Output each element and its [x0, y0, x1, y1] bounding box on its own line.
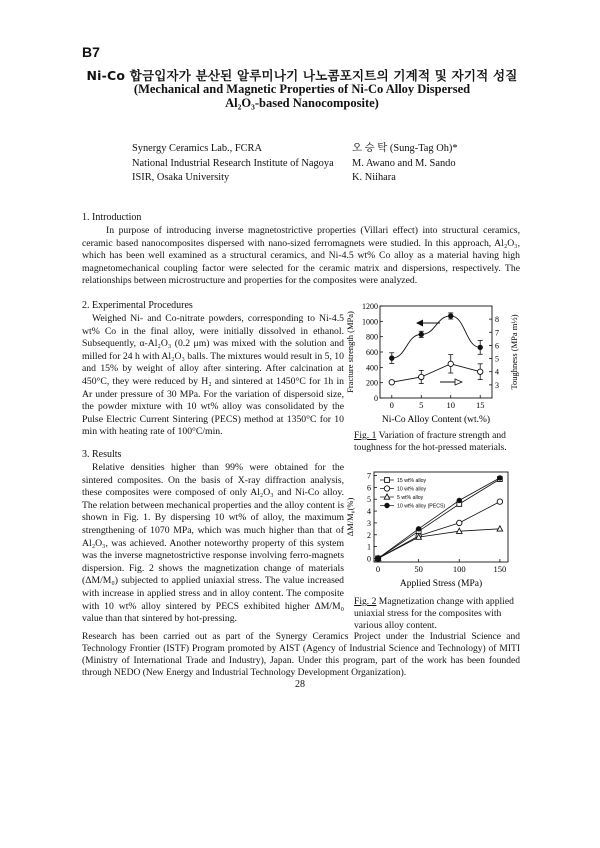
figure-1-y-tick-label: 600 — [366, 348, 378, 357]
figure-1-y2-tick-label: 3 — [495, 380, 499, 390]
figure-1-data-point — [389, 380, 394, 385]
figure-2-caption-text: Magnetization change with applied uniaxial stress for the composites with various alloy content. — [354, 596, 514, 631]
results-heading: 3. Results — [82, 449, 122, 460]
title-english-line2: Al₂O₃-based Nanocomposite) — [225, 96, 379, 110]
figure-1-y-tick-label: 200 — [366, 378, 378, 388]
figure-1-y2-tick-label: 4 — [495, 367, 499, 377]
figure-2-plot-frame — [374, 472, 508, 562]
figure-2-x-tick-label: 100 — [452, 564, 466, 574]
figure-1-axes — [362, 302, 499, 410]
intro-heading: 1. Introduction — [82, 212, 142, 223]
figure-2-legend-label: 15 wt% alloy — [397, 478, 427, 484]
results-paragraph: Relative densities higher than 99% were obtained for the sintered composites. On the basis of X-ray diffraction analysis, these composites were composed of only Al₂O₃ and Ni-Co alloy. The relation between mechanical properties and the alloy content is shown in Fig. 1. By dispersing 10 wt% of alloy, the maximum strengthening of 1070 MPa, which was much higher than that of Al₂O₃, was achieved. Another noteworthy property of this system was the inverse magnetostrictive response involving ferro-magnets dispersion. Fig. 2 shows the magnetization change of materials (ΔM/M₀) subjected to applied uniaxial stress. The value increased with increase in applied stress and in alloy content. The composite with 10 wt% alloy sintered by PECS exhibited higher ΔM/M₀ value than that sintered by hot-pressing. — [82, 462, 344, 625]
acknowledgement: Research has been carried out as part of the Synergy Ceramics Project under the Industrial Science and Technology Frontier (ISTF) Program promoted by AIST (Agency of Industrial Science and Technology) of MITI (Ministry of International Trade and Industry), Japan. Under this program, part of the work has been founded through NEDO (New Energy and Industrial Technology Development Organization). — [82, 632, 520, 678]
figure-1-x-tick-label: 5 — [419, 400, 424, 410]
figure-2-x-tick-label: 50 — [414, 564, 423, 574]
figure-1-y-tick-label: 1000 — [362, 317, 378, 327]
figure-2-y-tick-label: 1 — [367, 542, 371, 552]
figure-2-x-tick-label: 0 — [375, 564, 381, 574]
figure-1-data-point — [389, 355, 394, 360]
figure-1-series-line — [392, 316, 480, 358]
affiliation: ISIR, Osaka University — [132, 172, 230, 183]
figure-1-plot-frame — [380, 306, 492, 398]
figure-1-y2-tick-label: 6 — [495, 341, 499, 351]
figure-1-y2-tick-label: 8 — [495, 315, 499, 325]
figure-1-chart — [344, 300, 524, 426]
author-name: M. Awano and M. Sando — [352, 157, 456, 169]
figure-2-data-point — [416, 526, 421, 531]
affiliation: National Industrial Research Institute of Nagoya — [132, 157, 334, 169]
experimental-heading: 2. Experimental Procedures — [82, 300, 193, 311]
figure-2-data-point — [375, 556, 380, 561]
figure-1-y-tick-label: 1200 — [362, 302, 378, 311]
figure-1-data-point — [478, 345, 483, 350]
figure-2-y-tick-label: 4 — [367, 507, 371, 517]
figure-2-legend-marker — [384, 486, 389, 491]
figure-1-series-line — [392, 364, 480, 382]
figure-2-legend-label: 5 wt% alloy — [397, 495, 424, 501]
figure-1-right-arrow-head — [455, 379, 462, 385]
figure-1-y2-tick-label: 7 — [495, 328, 499, 338]
affiliations — [132, 142, 334, 186]
figure-2-caption — [354, 596, 522, 632]
figure-2-legend-marker — [384, 503, 389, 508]
figure-2-legend-marker — [385, 478, 390, 483]
figure-1-marks — [389, 313, 483, 385]
figure-1-x-tick-label: 10 — [446, 400, 455, 410]
figure-2-x-tick-label: 150 — [493, 564, 507, 574]
title-english — [82, 82, 522, 110]
figure-1-y2-axis-label: Toughness (MPa m½) — [509, 314, 519, 390]
figure-2-label: Fig. 2 — [354, 596, 377, 607]
figure-2-y-tick-label: 0 — [367, 554, 371, 564]
figure-2-y-axis-label: ΔM/M₀(%) — [345, 497, 355, 537]
figure-2-y-tick-label: 2 — [367, 530, 371, 540]
figure-1-y-tick-label: 0 — [374, 394, 378, 403]
experimental-paragraph: Weighed Ni- and Co-nitrate powders, corresponding to Ni-4.5 wt% Co in the final alloy, were initially dissolved in ethanol. Subsequently, α-Al₂O₃ (0.2 μm) was mixed with the solution and milled for 24 h with Al₂O₃ balls. The mixtures would result in 5, 10 and 15% by weight of alloy after sintering. After calcination at 450°C, they were reduced by H₂ and sintered at 1450°C for 1h in Ar under pressure of 30 MPa. For the variation of dispersoid size, the powder mixture with 10 wt% alloy was consolidated by the Pulse Electric Current Sintering (PECS) method at 1350°C for 10 min with heating rate of 100°C/min. — [82, 313, 344, 438]
abstract-code: B7 — [82, 44, 100, 60]
affiliation: Synergy Ceramics Lab., FCRA — [132, 143, 262, 154]
figure-1-data-point — [419, 374, 424, 379]
figure-1-x-axis-label: Ni-Co Alloy Content (wt.%) — [381, 415, 491, 425]
figure-2-legend-label: 10 wt% alloy — [397, 486, 427, 493]
figure-1-label: Fig. 1 — [354, 430, 377, 441]
intro-paragraph: In purpose of introducing inverse magnetostrictive properties (Villari effect) into structural ceramics, ceramic based nanocomposites dispersed with nano-sized ferromagnets were studied. In this approach, Al₂O₃, which has been well examined as a structural ceramics, and Ni-4.5 wt% Co alloy as a material having high magnetomechanical coupling factor were selected for the ceramic matrix and dispersions, respectively. The relationships between microstructure and properties for the composites were analyzed. — [82, 225, 520, 287]
figure-1-y-axis-label: Fracture strength (MPa) — [345, 311, 355, 393]
figure-1-y-tick-label: 800 — [366, 332, 378, 342]
figure-1-y-tick-label: 400 — [366, 363, 378, 373]
figure-2-legend-marker — [384, 494, 390, 499]
figure-1-y2-tick-label: 5 — [495, 354, 499, 364]
figure-2-legend — [380, 478, 445, 510]
figure-2-series-line — [378, 529, 500, 559]
figure-1-data-point — [448, 313, 453, 318]
figure-2-y-tick-label: 5 — [367, 495, 371, 505]
title-english-line1: (Mechanical and Magnetic Properties of Ni-Co Alloy Dispersed — [133, 82, 471, 96]
author-names — [352, 142, 458, 186]
author-name: K. Niihara — [352, 172, 396, 183]
figure-1-left-arrow-head — [416, 320, 423, 327]
figure-2-marks — [375, 475, 502, 561]
figure-1-data-point — [448, 361, 453, 366]
author-name: 오 승 탁 (Sung-Tag Oh)* — [352, 143, 458, 154]
figure-1-data-point — [419, 332, 424, 337]
figure-2-data-point — [497, 499, 502, 504]
figure-2-chart — [344, 466, 524, 592]
figure-2-data-point — [457, 498, 462, 503]
figure-1-caption-text: Variation of fracture strength and toughness for the hot-pressed materials. — [354, 430, 507, 453]
figure-1-x-tick-label: 0 — [389, 400, 394, 410]
figure-2-data-point — [497, 526, 503, 531]
figure-1-data-point — [478, 369, 483, 374]
figure-2-y-tick-label: 3 — [367, 518, 371, 528]
figure-2-legend-label: 10 wt% alloy (PECS) — [397, 503, 446, 510]
figure-2-y-tick-label: 6 — [367, 483, 371, 493]
figure-2-data-point — [457, 520, 462, 525]
figure-1-caption — [354, 430, 522, 454]
title-korean: Ni-Co 합금입자가 분산된 알루미나기 나노콤포지트의 기계적 및 자기적 성질 — [86, 68, 518, 83]
figure-2-x-axis-label: Applied Stress (MPa) — [399, 579, 483, 589]
figure-1-x-tick-label: 15 — [475, 400, 485, 410]
figure-2-data-point — [497, 475, 502, 480]
figure-2-y-tick-label: 7 — [367, 471, 371, 481]
page-number: 28 — [295, 679, 305, 690]
